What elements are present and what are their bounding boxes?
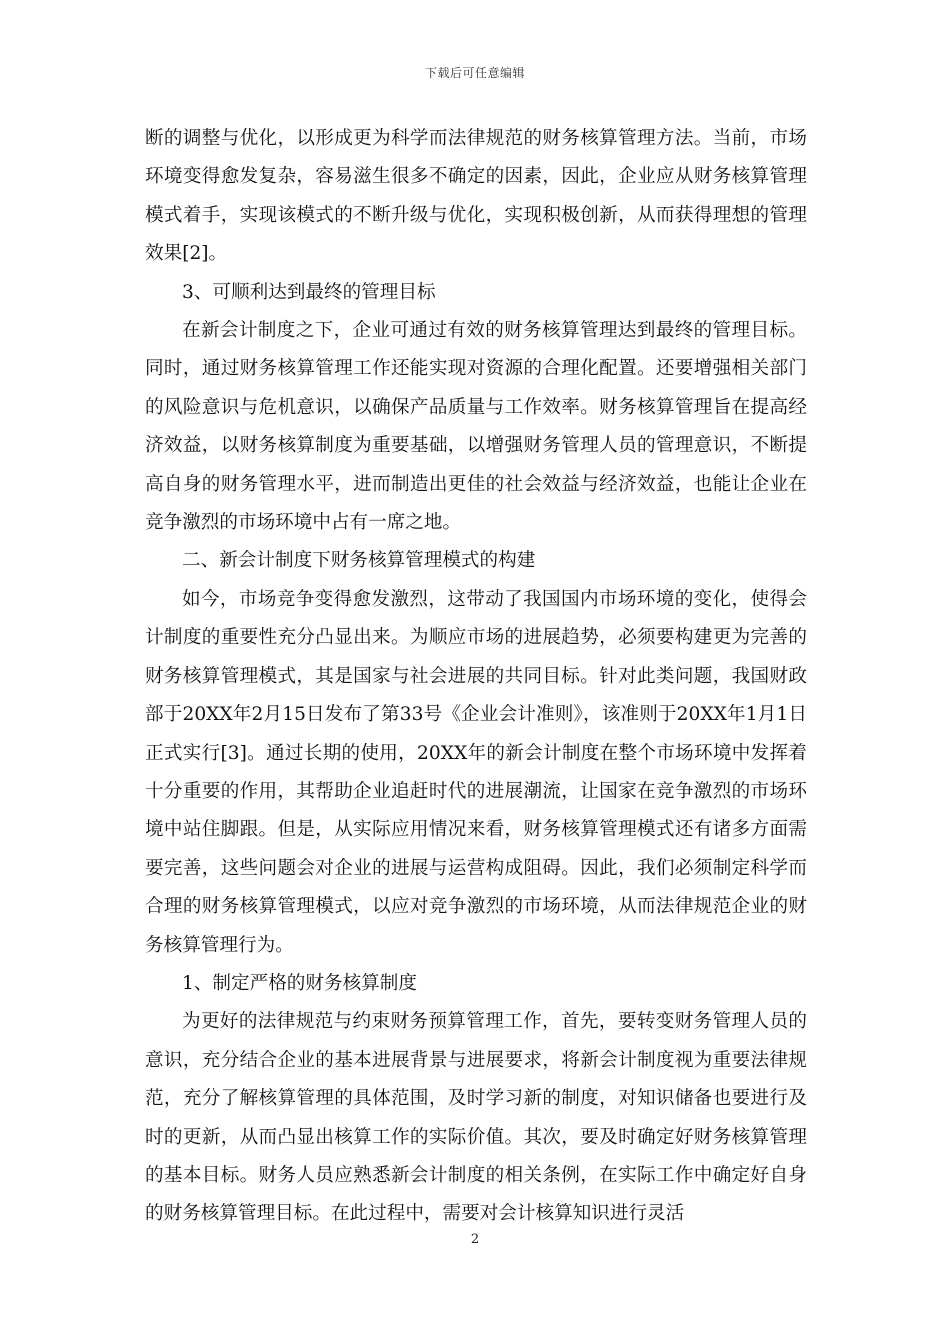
paragraph: 为更好的法律规范与约束财务预算管理工作，首先，要转变财务管理人员的意识，充分结合企业的基本进展背景与进展要求，将新会计制度视为重要法律规范，充分了解核算管理的具体范围，及时学习新的制度，对知识储备也要进行及时的更新，从而凸显出核算工作的实际价值。其次，要及时确定好财务核算管理的基本目标。财务人员应熟悉新会计制度的相关条例，在实际工作中确定好自身的财务核算管理目标。在此过程中，需要对会计核算知识进行灵活 <box>145 1011 807 1225</box>
section-heading-3: 3、可顺利达到最终的管理目标 <box>182 281 436 303</box>
section-heading-1: 1、制定严格的财务核算制度 <box>182 972 417 994</box>
paragraph: 如今，市场竞争变得愈发激烈，这带动了我国国内市场环境的变化，使得会计制度的重要性充分凸显出来。为顺应市场的进展趋势，必须要构建更为完善的财务核算管理模式，其是国家与社会进展的共同目标。针对此类问题，我国财政部于20XX年2月15日发布了第33号《企业会计准则》，该准则于20XX年1月1日正式实行[3]。通过长期的使用，20XX年的新会计制度在整个市场环境中发挥着十分重要的作用，其帮助企业追赶时代的进展潮流，让国家在竞争激烈的市场环境中站住脚跟。但是，从实际应用情况来看，财务核算管理模式还有诸多方面需要完善，这些问题会对企业的进展与运营构成阻碍。因此，我们必须制定科学而合理的财务核算管理模式，以应对竞争激烈的市场环境，从而法律规范企业的财务核算管理行为。 <box>145 588 807 956</box>
document-body <box>145 120 807 1234</box>
paragraph-continued: 断的调整与优化，以形成更为科学而法律规范的财务核算管理方法。当前，市场环境变得愈发复杂，容易滋生很多不确定的因素，因此，企业应从财务核算管理模式着手，实现该模式的不断升级与优化，实现积极创新，从而获得理想的管理效果[2]。 <box>145 128 807 265</box>
section-heading-2: 二、新会计制度下财务核算管理模式的构建 <box>182 550 536 572</box>
page-number: 2 <box>470 1232 480 1247</box>
paragraph: 在新会计制度之下，企业可通过有效的财务核算管理达到最终的管理目标。同时，通过财务核算管理工作还能实现对资源的合理化配置。还要增强相关部门的风险意识与危机意识，以确保产品质量与工作效率。财务核算管理旨在提高经济效益，以财务核算制度为重要基础，以增强财务管理人员的管理意识，不断提高自身的财务管理水平，进而制造出更佳的社会效益与经济效益，也能让企业在竞争激烈的市场环境中占有一席之地。 <box>145 320 807 534</box>
page-header: 下载后可任意编辑 <box>424 66 525 80</box>
